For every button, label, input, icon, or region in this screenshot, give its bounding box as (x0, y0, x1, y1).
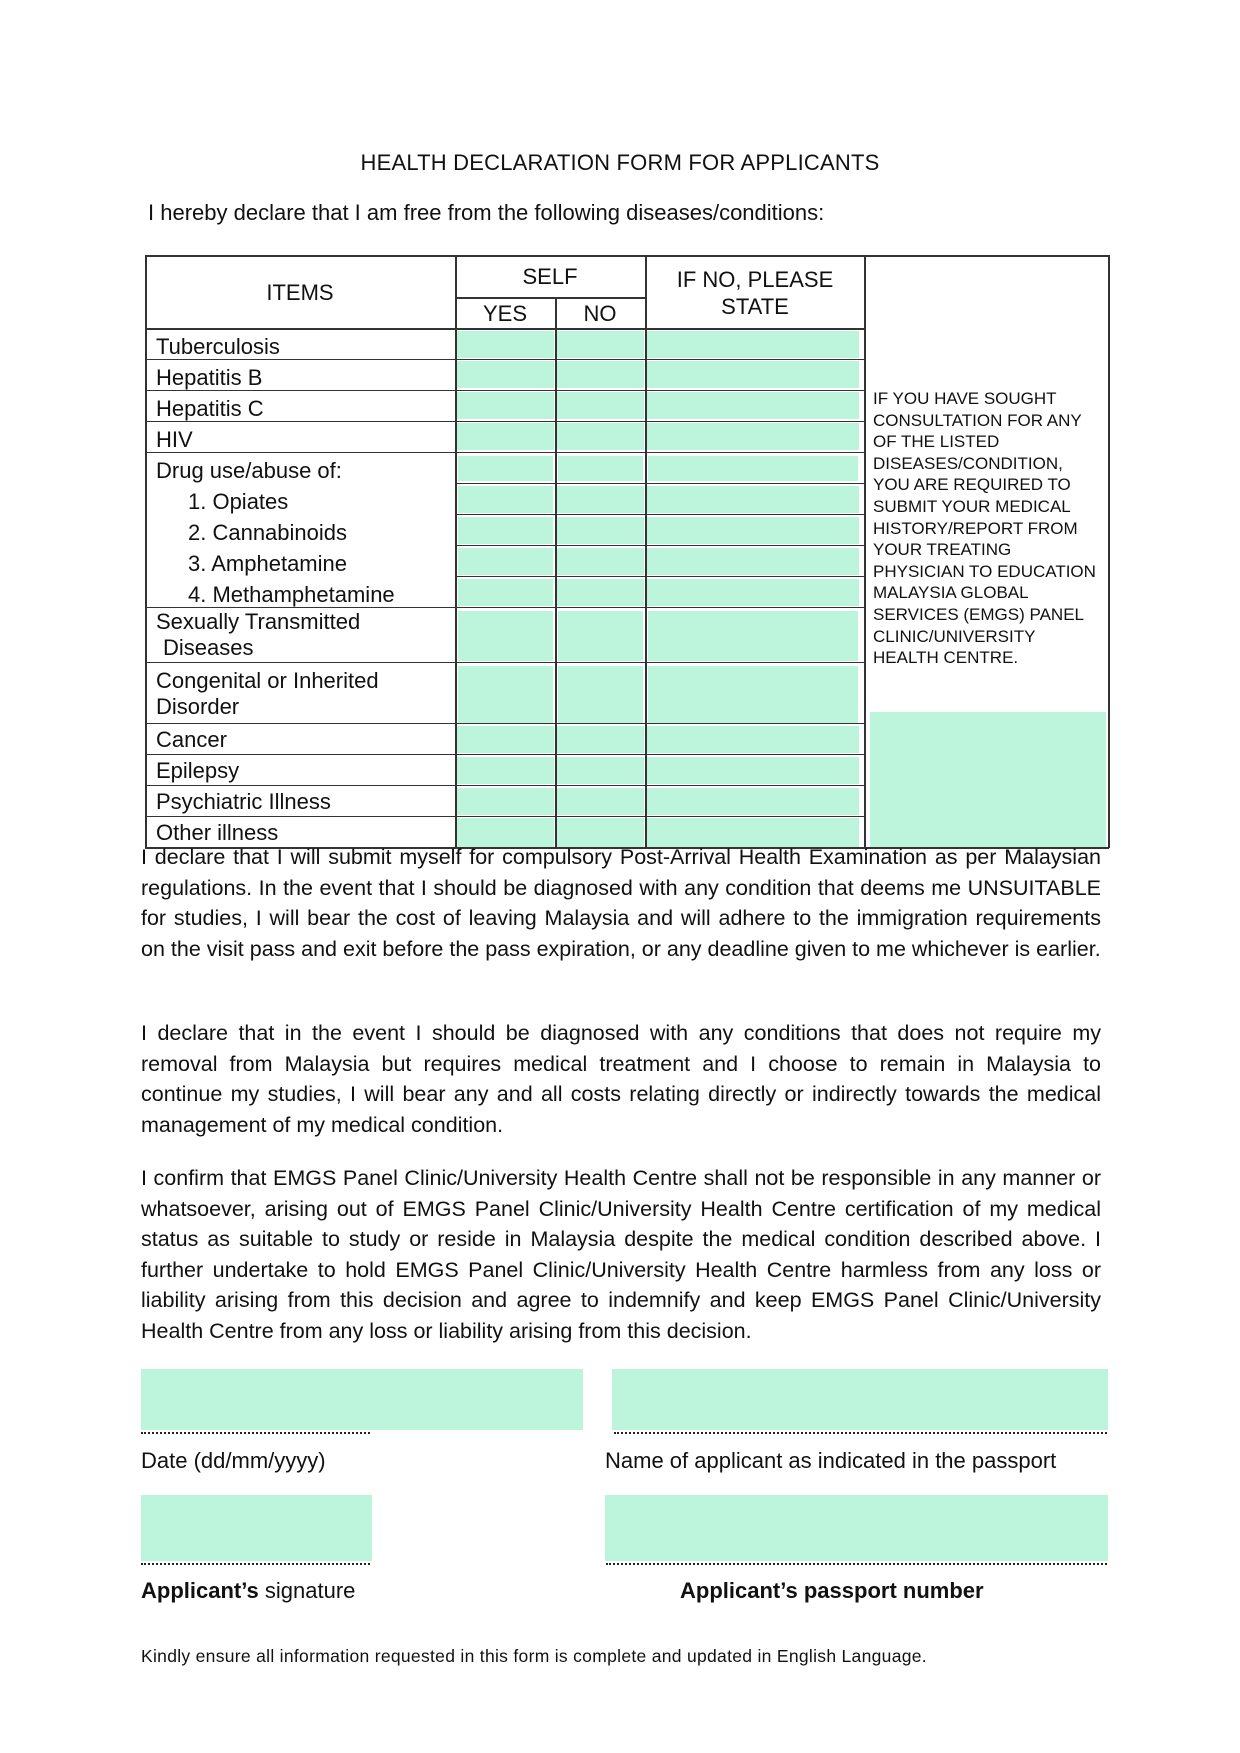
drug-yes-field[interactable] (458, 456, 553, 481)
hepatitis-c-no-field[interactable] (556, 392, 644, 419)
tuberculosis-state-field[interactable] (646, 331, 859, 358)
item-tuberculosis: Tuberculosis (156, 334, 280, 359)
hepatitis-c-yes-field[interactable] (456, 392, 554, 419)
signature-label-bold: Applicant’s (141, 1578, 259, 1603)
header-no: NO (583, 301, 617, 326)
signature-label-rest: signature (258, 1578, 356, 1603)
opiates-no-field[interactable] (556, 486, 644, 513)
psychiatric-state-field[interactable] (646, 788, 859, 815)
psychiatric-no-field[interactable] (556, 788, 644, 815)
header-bottom-line (145, 328, 865, 330)
declaration-paragraph-3: I confirm that EMGS Panel Clinic/University Health Centre shall not be responsible in any manner or whatsoever, arising out of EMGS Panel Clinic/University Health Centre certification of my medical status as suitable to study or reside in Malaysia despite the medical condition described above. I further undertake to hold EMGS Panel Clinic/University Health Centre harmless from any loss or liability arising from this decision and agree to indemnify and keep EMGS Panel Clinic/University Health Centre from any loss or liability arising from this decision. (141, 1166, 1101, 1343)
hepatitis-b-no-field[interactable] (556, 361, 644, 388)
std-yes-field[interactable] (458, 611, 553, 661)
methamphetamine-yes-field[interactable] (458, 579, 553, 606)
item-hepatitis-b: Hepatitis B (156, 365, 263, 390)
intro-text: I hereby declare that I am free from the following diseases/conditions: (148, 200, 825, 225)
item-cancer: Cancer (156, 727, 227, 752)
medical-history-note: IF YOU HAVE SOUGHT CONSULTATION FOR ANY OF THE LISTED DISEASES/CONDITION, YOU ARE REQUIRED TO SUBMIT YOUR MEDICAL HISTORY/REPORT FROM YOUR TREATING PHYSICIAN TO EDUCATION MALAYSIA GLOBAL SERVICES (EMGS) PANEL CLINIC/UNIVERSITY HEALTH CENTRE. (873, 389, 1096, 668)
amphetamine-no-field[interactable] (556, 548, 644, 575)
item-epilepsy: Epilepsy (156, 758, 240, 783)
hepatitis-c-state-field[interactable] (646, 392, 859, 419)
signature-dotted-line (141, 1563, 370, 1565)
table-border-left (145, 255, 147, 848)
row-line (145, 754, 865, 755)
epilepsy-state-field[interactable] (646, 757, 859, 784)
name-label: Name of applicant as indicated in the passport (605, 1448, 1057, 1473)
row-line (455, 483, 865, 484)
row-line (145, 662, 865, 663)
item-psychiatric: Psychiatric Illness (156, 789, 331, 814)
header-yes: YES (482, 301, 528, 326)
footer-note: Kindly ensure all information requested in this form is complete and updated in English Language. (141, 1646, 927, 1666)
row-line (145, 723, 865, 724)
congenital-yes-field[interactable] (458, 666, 553, 723)
hepatitis-b-state-field[interactable] (646, 361, 859, 388)
declaration-paragraph-2: I declare that in the event I should be diagnosed with any conditions that does not require my removal from Malaysia but requires medical treatment and I choose to remain in Malaysia to continue my studies, I will bear any and all costs relating directly or indirectly towards the medical management of my medical condition. (141, 1021, 1101, 1137)
item-std-line1: Sexually Transmitted (156, 609, 361, 634)
row-line (145, 452, 865, 453)
congenital-state-field[interactable] (648, 666, 858, 723)
header-if-no-state: IF NO, PLEASE STATE (676, 267, 834, 319)
col-divider-yes-no (555, 297, 557, 848)
item-std-line2: Diseases (163, 635, 254, 660)
methamphetamine-no-field[interactable] (556, 579, 644, 606)
opiates-yes-field[interactable] (458, 486, 553, 513)
amphetamine-yes-field[interactable] (458, 548, 553, 575)
header-self-line (455, 297, 646, 299)
item-hiv: HIV (156, 427, 193, 452)
cannabinoids-state-field[interactable] (646, 517, 859, 544)
methamphetamine-state-field[interactable] (646, 579, 859, 606)
item-hepatitis-c: Hepatitis C (156, 396, 264, 421)
hiv-yes-field[interactable] (456, 423, 554, 450)
item-congenital-line2: Disorder (156, 694, 240, 719)
passport-number-field[interactable] (605, 1495, 1108, 1561)
row-line (455, 576, 865, 577)
applicant-name-field[interactable] (612, 1369, 1108, 1430)
signature-label (141, 1578, 355, 1604)
row-line (145, 816, 865, 817)
tuberculosis-no-field[interactable] (556, 331, 644, 358)
cancer-no-field[interactable] (556, 726, 644, 753)
drug-no-field[interactable] (558, 456, 643, 481)
congenital-no-field[interactable] (558, 666, 643, 723)
cancer-yes-field[interactable] (456, 726, 554, 753)
hiv-no-field[interactable] (556, 423, 644, 450)
header-items: ITEMS (266, 280, 334, 305)
item-drug-use: Drug use/abuse of: (156, 458, 342, 483)
table-border-right (1108, 255, 1110, 848)
item-methamphetamine: 4. Methamphetamine (188, 582, 395, 607)
signature-field[interactable] (141, 1495, 372, 1561)
page-title: HEALTH DECLARATION FORM FOR APPLICANTS (360, 150, 880, 175)
header-self: SELF (522, 264, 578, 289)
row-line (455, 514, 865, 515)
col-divider-note (864, 255, 866, 848)
item-opiates: 1. Opiates (188, 489, 289, 514)
cancer-state-field[interactable] (646, 726, 859, 753)
col-divider-items (455, 255, 457, 848)
cannabinoids-yes-field[interactable] (458, 517, 553, 544)
psychiatric-yes-field[interactable] (456, 788, 554, 815)
item-congenital-line1: Congenital or Inherited (156, 668, 379, 693)
passport-dotted-line (606, 1563, 1107, 1565)
declaration-paragraph-1: I declare that I will submit myself for compulsory Post-Arrival Health Examination as per Malaysian regulations. In the event that I should be diagnosed with any condition that deems me UNSUITABLE for studies, I will bear the cost of leaving Malaysia and will adhere to the immigration requirements on the visit pass and exit before the pass expiration, or any deadline given to me whichever is earlier. (141, 845, 1101, 961)
passport-label: Applicant’s passport number (680, 1578, 984, 1603)
std-state-field[interactable] (648, 611, 858, 661)
item-amphetamine: 3. Amphetamine (188, 551, 347, 576)
date-field[interactable] (141, 1369, 583, 1430)
col-divider-state (645, 255, 647, 848)
epilepsy-no-field[interactable] (556, 757, 644, 784)
item-other-illness: Other illness (156, 820, 279, 845)
name-dotted-line (614, 1432, 1107, 1434)
drug-state-field[interactable] (648, 456, 858, 481)
hepatitis-b-yes-field[interactable] (456, 361, 554, 388)
date-dotted-line (141, 1432, 370, 1434)
hiv-state-field[interactable] (646, 423, 859, 450)
item-cannabinoids: 2. Cannabinoids (188, 520, 348, 545)
opiates-state-field[interactable] (646, 486, 859, 513)
row-line (455, 545, 865, 546)
row-line (145, 785, 865, 786)
cannabinoids-no-field[interactable] (556, 517, 644, 544)
std-no-field[interactable] (558, 611, 643, 661)
date-label: Date (dd/mm/yyyy) (141, 1448, 326, 1473)
epilepsy-yes-field[interactable] (456, 757, 554, 784)
medical-history-field[interactable] (870, 712, 1106, 847)
tuberculosis-yes-field[interactable] (456, 331, 554, 358)
amphetamine-state-field[interactable] (646, 548, 859, 575)
table-border-top (145, 255, 1109, 257)
